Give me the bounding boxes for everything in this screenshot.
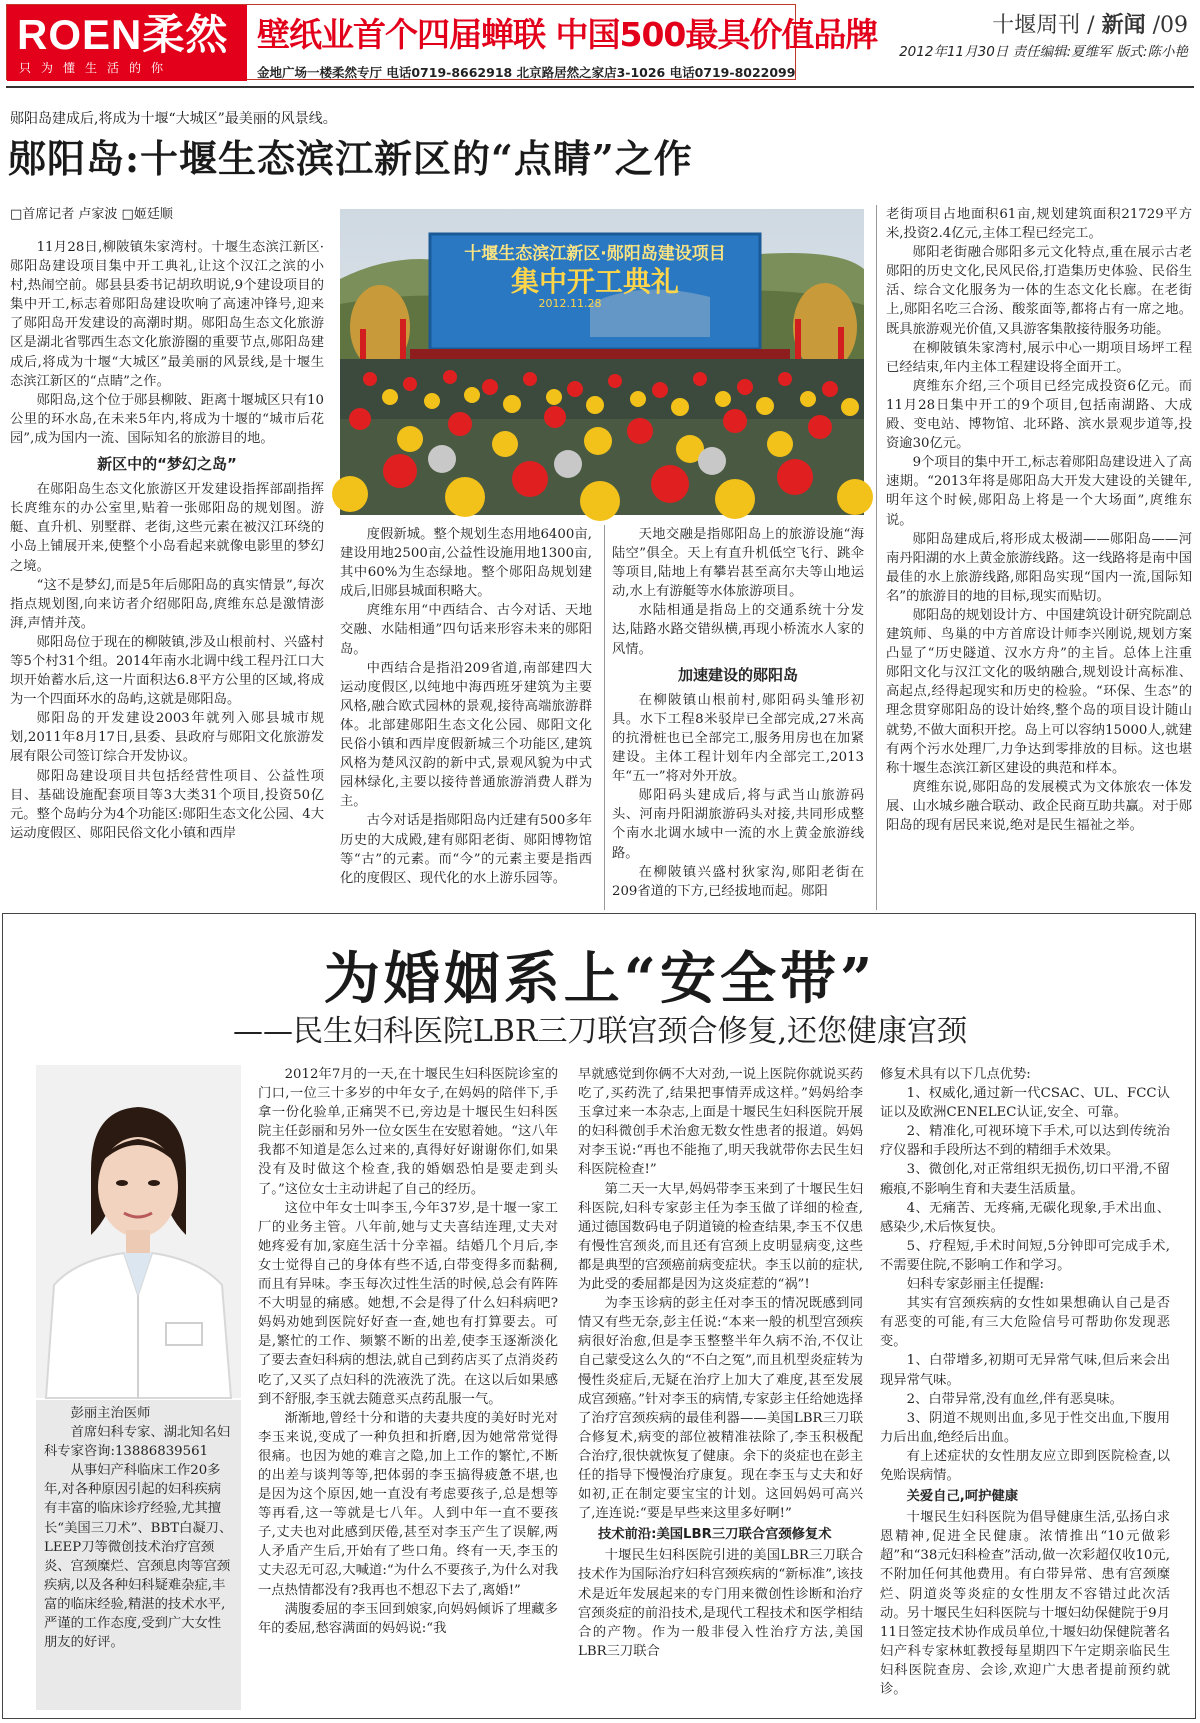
- paragraph: 郧阳岛,这个位于郧县柳陂、距离十堰城区只有10公里的环水岛,在未来5年内,将成为十堰的“城市后花园”,成为国内一流、国际知名的旅游目的地。: [10, 392, 324, 446]
- paragraph: 第二天一大早,妈妈带李玉来到了十堰民生妇科医院,妇科专家彭主任为李玉做了详细的检查,通过德国数码电子阴道镜的检查结果,李玉不仅患有慢性宫颈炎,而且还有宫颈上皮明显病变,这些都是典型的宫颈癌前病变症状。李玉以前的症状,为此受的委屈都是因为这炎症惹的“祸”!: [578, 1181, 863, 1293]
- subhead-dream-island: 新区中的“梦幻之岛”: [97, 455, 237, 474]
- list-item: 2、白带异常,没有血丝,伴有恶臭味。: [906, 1391, 1123, 1407]
- article1-col2: [340, 525, 592, 913]
- paragraph: 9个项目的集中开工,标志着郧阳岛建设进入了高速期。“2013年将是郧阳岛大开发大建设的关键年,明年这个时候,郧阳岛上将是一个大场面”,庹维东说。: [886, 455, 1192, 528]
- section-name: 新闻: [1101, 12, 1146, 38]
- paragraph: 十堰民生妇科医院引进的美国LBR三刀联合技术作为国际治疗妇科宫颈疾病的“新标准”,该技术是近年发展起来的专门用来微创性诊断和治疗宫颈炎症的前沿技术,是现代工程技术和医学相结合的产物。作为一般非侵入性治疗方法,美国LBR三刀联合: [578, 1548, 863, 1659]
- paragraph: 度假新城。整个规划生态用地6400亩,建设用地2500亩,公益性设施用地1300亩,其中60%为生态绿地。整个郧阳岛规划建成后,旧郧县城面积略大。: [340, 527, 592, 600]
- article2-col1: [258, 1065, 558, 1710]
- banner-line2: 集中开工典礼: [510, 265, 680, 298]
- doctor-portrait-illustration: [36, 1065, 241, 1398]
- paragraph: 天地交融是指郧阳岛上的旅游设施“海陆空”俱全。天上有直升机低空飞行、跳伞等项目,陆地上有攀岩甚至高尔夫等山地运动,水上有游艇等水体旅游项目。: [612, 527, 864, 600]
- article1-headline: 郧阳岛:十堰生态滨江新区的“点睛”之作: [8, 136, 693, 181]
- list-item: 4、无痛苦、无疼痛,无碳化现象,手术出血、感染少,术后恢复快。: [880, 1200, 1170, 1235]
- paragraph: 为李玉诊病的彭主任对李玉的情况既感到同情又有些无奈,彭主任说:“本来一般的机型宫颈疾病很好治愈,但是李玉整整半年久病不治,不仅让自己蒙受这么久的“不白之冤”,而且机型炎症转为慢性炎症后,无疑在治疗上加大了难度,甚至发展成宫颈癌。”针对李玉的病情,专家彭主任给她选择了治疗宫颈疾病的最佳利器——美国LBR三刀联合修复术,病变的部位被精准祛除了,李玉积极配合治疗,很快就恢复了健康。余下的炎症也在彭主任的指导下慢慢治疗康复。现在李玉与丈夫和好如初,正在制定要宝宝的计划。这回妈妈可高兴了,连连说:“要是早些来这里多好啊!”: [578, 1296, 863, 1522]
- paragraph: 在柳陂镇兴盛村狄家沟,郧阳老街在209省道的下方,已经拔地而起。郧阳: [612, 864, 864, 899]
- paragraph: 妇科专家彭丽主任提醒:: [906, 1277, 1045, 1293]
- paragraph: 郧阳老街融合郧阳多元文化特点,重在展示古老郧阳的历史文化,民风民俗,打造集历史体验、民俗生活、综合文化服务为一体的生态文化长廊。在老街上,郧阳名吃三合汤、酸浆面等,都将占有一席之地。既具旅游观光价值,又具游客集散接待服务功能。: [886, 245, 1192, 337]
- paragraph: 有上述症状的女性朋友应立即到医院检查,以免贻误病情。: [880, 1448, 1170, 1483]
- paragraph: 2012年7月的一天,在十堰民生妇科医院诊室的门口,一位三十多岁的中年女子,在妈妈的陪伴下,手拿一份化验单,正痛哭不已,旁边是十堰民生妇科医院主任彭丽和另外一位女医生在安慰着她。“这八年我都不知道是怎么过来的,真得好好谢谢你们,如果没有及时做这个检查,我的婚姻恐怕是要走到头了。”这位女士主动讲起了自己的经历。: [258, 1067, 558, 1197]
- paragraph: 渐渐地,曾经十分和谐的夫妻共度的美好时光对李玉来说,变成了一种负担和折磨,因为她常常觉得很痛。也因为她的难言之隐,加上工作的繁忙,不断的出差与谈判等等,把体弱的李玉搞得疲惫不堪,也是因为这个原因,她一直没有考虑要孩子,总是想等等再看,这一等就是七八年。人到中年一直不要孩子,丈夫也对此感到厌倦,甚至对李玉产生了误解,两人矛盾产生后,开始有了些口角。终有一天,李玉的丈夫忍无可忍,大喊道:“为什么不要孩子,为什么对我一点热情都没有?我再也不想忍下去了,离婚!”: [258, 1410, 558, 1598]
- article2-headline: 为婚姻系上“安全带”: [323, 946, 877, 1012]
- article1-col1: [10, 238, 324, 852]
- subhead-care: 关爱自己,呵护健康: [906, 1489, 1019, 1505]
- paragraph: 其实有宫颈疾病的女性如果想确认自己是否有恶变的可能,有三大危险信号可帮助你发现恶变。: [880, 1296, 1170, 1350]
- doctor-name: 彭丽主治医师: [70, 1406, 151, 1421]
- paragraph: 郧阳岛建成后,将形成太极湖——郧阳岛——河南丹阳湖的水上黄金旅游线路。这一线路将是南中国最佳的水上旅游线路,郧阳岛实现“国内一流,国际知名”的旅游目的地的目标,现实而贴切。: [886, 531, 1192, 604]
- paragraph: 庹维东说,郧阳岛的发展模式为文体旅农一体发展、山水城乡融合联动、政企民商互助共赢。对于郧阳岛的现有居民来说,绝对是民生福祉之举。: [886, 779, 1192, 833]
- article1-kicker: 郧阳岛建成后,将成为十堰“大城区”最美丽的风景线。: [10, 111, 337, 127]
- banner-line1: 十堰生态滨江新区·郧阳岛建设项目: [464, 244, 726, 264]
- list-item: 1、白带增多,初期可无异常气味,但后来会出现异常气味。: [880, 1353, 1170, 1388]
- paragraph: 老街项目占地面积61亩,规划建筑面积21729平方米,投资2.4亿元,主体工程已经完工。: [886, 207, 1192, 242]
- paragraph: 中西结合是指沿209省道,南部建四大运动度假区,以纯地中海西班牙建筑为主要风格,融合欧式园林的景观,接待高端旅游群体。北部建郧阳生态文化公园、郧阳文化民俗小镇和西岸度假新城三个功能区,建筑风格为楚风汉韵的新中式,景观风貌为中式园林绿化,主要以接待普通旅游消费人群为主。: [340, 660, 592, 810]
- paragraph: 在柳陂镇朱家湾村,展示中心一期项目场坪工程已经结束,年内主体工程建设将全面开工。: [886, 340, 1192, 375]
- paragraph: 古今对话是指郧阳岛内迁建有500多年历史的大成殿,建有郧阳老街、郧阳博物馆等“古”的元素。而“今”的元素主要是指西化的度假区、现代化的水上游乐园等。: [340, 813, 592, 886]
- paragraph: 郧阳岛的规划设计方、中国建筑设计研究院副总建筑师、鸟巢的中方首席设计师李兴刚说,规划方案凸显了“历史隧道、汉水方舟”的主旨。总体上注重郧阳文化与汉江文化的吸纳融合,规划设计高标准、高起点,经得起现实和历史的检验。“环保、生态”的理念贯穿郧阳岛的设计始终,整个岛的项目设计随山就势,不做大面积开挖。岛上可以容纳15000人,就建有两个污水处理厂,力争达到零排放的目标。这也堪称十堰生态滨江新区建设的典范和样本。: [886, 607, 1192, 776]
- ad-headline: 壁纸业首个四届蝉联 中国500最具价值品牌: [257, 15, 878, 54]
- paragraph: 郧阳岛位于现在的柳陂镇,涉及山根前村、兴盛村等5个村31个组。2014年南水北调中线工程丹江口大坝开始蓄水后,这一片面积达6.8平方公里的区域,将成为一个四面环水的岛屿,这就是郧阳岛。: [10, 634, 324, 708]
- list-item: 1、权威化,通过新一代CSAC、UL、FCC认证以及欧洲CENELEC认证,安全、可靠。: [880, 1086, 1170, 1121]
- paragraph: “这不是梦幻,而是5年后郧阳岛的真实情景”,每次指点规划图,向来访者介绍郧阳岛,庹维东总是激情澎湃,声情并茂。: [10, 577, 324, 631]
- dateline: 2012年11月30日 责任编辑:夏维军 版式:陈小艳: [899, 44, 1188, 60]
- ad-contact: 金地广场一楼柔然专厅 电话0719-8662918 北京路居然之家店3-1026 电话0719-8022099: [257, 65, 796, 80]
- article1-byline: □首席记者 卢家波 □姬廷顺: [10, 207, 173, 222]
- brand-advertisement: [6, 4, 878, 80]
- paragraph: 郧阳码头建成后,将与武当山旅游码头、河南丹阳湖旅游码头对接,共同形成整个南水北调水域中一流的水上黄金旅游线路。: [612, 788, 864, 861]
- paragraph: 满腹委屈的李玉回到娘家,向妈妈倾诉了埋藏多年的委屈,愁容满面的妈妈说:“我: [258, 1601, 558, 1636]
- paragraph: 水陆相通是指岛上的交通系统十分发达,陆路水路交错纵横,再现小桥流水人家的风情。: [612, 603, 864, 657]
- banner-date: 2012.11.28: [538, 297, 602, 310]
- article1-col4: [886, 205, 1192, 910]
- paragraph: 郧阳岛建设项目共包括经营性项目、公益性项目、基础设施配套项目等3大类31个项目,投资50亿元。整个岛屿分为4个功能区:郧阳生态文化公园、4大运动度假区、郧阳民俗文化小镇和西岸: [10, 768, 324, 841]
- roen-logo: [7, 5, 247, 81]
- doctor-description: 从事妇产科临床工作20多年,对各种原因引起的妇科疾病有丰富的临床诊疗经验,尤其擅长“美国三刀术”、BBT白凝刀、LEEP刀等微创技术治疗宫颈炎、宫颈糜烂、宫颈息肉等宫颈疾病,以及各种妇科疑难杂症,丰富的临床经验,精湛的技术水平,严谨的工作态度,受到广大女性朋友的好评。: [44, 1463, 233, 1651]
- subhead-accelerating: 加速建设的郧阳岛: [677, 665, 798, 684]
- list-item: 3、阴道不规则出血,多见于性交出血,下腹用力后出血,绝经后出血。: [880, 1410, 1170, 1445]
- paper-name: 十堰周刊: [992, 13, 1081, 38]
- article1-col3: [612, 525, 864, 913]
- paragraph: 庹维东介绍,三个项目已经完成投资6亿元。而11月28日集中开工的9个项目,包括南湖路、大成殿、变电站、博物馆、北环路、滨水景观步道等,投资逾30亿元。: [886, 378, 1192, 452]
- paragraph: 庹维东用“中西结合、古今对话、天地交融、水陆相通”四句话来形容未来的郧阳岛。: [340, 603, 592, 657]
- paragraph: 十堰民生妇科医院为倡导健康生活,弘扬白求恩精神,促进全民健康。浓情推出“10元做彩超”和“38元妇科检查”活动,做一次彩超仅收10元,不附加任何其他费用。有白带异常、患有宫颈糜烂、阴道炎等炎症的女性朋友不容错过此次活动。另十堰民生妇科医院与十堰妇幼保健院于9月11日签定技术协作成员单位,十堰妇幼保健院著名妇产科专家林虹教授每星期四下午定期亲临民生妇科医院查房、会诊,欢迎广大患者提前预约就诊。: [880, 1510, 1170, 1697]
- logo-text: ROEN柔然: [17, 11, 229, 58]
- column-divider: [604, 525, 605, 910]
- subhead-technology: 技术前沿:美国LBR三刀联合宫颈修复术: [597, 1527, 832, 1543]
- list-item: 5、疗程短,手术时间短,5分钟即可完成手术,不需要住院,不影响工作和学习。: [880, 1238, 1170, 1273]
- doctor-bio: [36, 1400, 241, 1710]
- paragraph: 早就感觉到你俩不大对劲,一说上医院你就说买药吃了,买药洗了,结果把事情弄成这样。”妈妈给李玉拿过来一本杂志,上面是十堰民生妇科医院开展的妇科微创手术治愈无数女性患者的报道。妈妈对李玉说:“再也不能拖了,明天我就带你去民生妇科医院检查!”: [578, 1067, 863, 1178]
- paragraph: 这位中年女士叫李玉,今年37岁,是十堰一家工厂的业务主管。八年前,她与丈夫喜结连理,丈夫对她疼爱有加,家庭生活十分幸福。结婚几个月后,李女士觉得自己的身体有些不适,白带变得多而黏稠,而且有异味。李玉每次过性生活的时候,总会有阵阵不大明显的痛感。她想,不会是得了什么妇科病吧?妈妈劝她到医院好好查一查,她也有打算要去。可是,繁忙的工作、频繁不断的出差,使李玉逐渐淡化了要去查妇科病的想法,就自己到药店买了点消炎药吃了,又买了点妇科的洗液洗了洗。在这以后如果感到不舒服,李玉就去随意买点药乱服一气。: [258, 1200, 558, 1407]
- article2-col3: [880, 1065, 1170, 1710]
- article2-subheadline: ——民生妇科医院LBR三刀联宫颈合修复,还您健康宫颈: [232, 1014, 968, 1049]
- doctor-title: 首席妇科专家、湖北知名妇科专家咨询:13886839561: [44, 1425, 231, 1460]
- paragraph: 郧阳岛的开发建设2003年就列入郧县城市规划,2011年8月17日,县委、县政府与郧阳文化旅游发展有限公司签订综合开发协议。: [10, 711, 324, 765]
- article2-col2: [578, 1065, 863, 1710]
- list-item: 2、精准化,可视环境下手术,可以达到传统治疗仪器和手段所达不到的精细手术效果。: [880, 1124, 1170, 1159]
- photo-illustration: [340, 209, 864, 515]
- header-rule: [6, 86, 1194, 88]
- groundbreaking-ceremony-photo: [340, 209, 864, 515]
- paper-masthead: 十堰周刊 / 新闻 /09: [992, 12, 1188, 38]
- page-number: /09: [1152, 13, 1188, 38]
- list-item: 3、微创化,对正常组织无损伤,切口平滑,不留瘢痕,不影响生育和夫妻生活质量。: [880, 1162, 1170, 1197]
- paragraph: 在郧阳岛生态文化旅游区开发建设指挥部副指挥长庹维东的办公室里,贴着一张郧阳岛的规划图。游艇、直升机、别墅群、老街,这些元素在被汉江环绕的小岛上铺展开来,使整个小岛看起来就像电影里的梦幻之境。: [10, 482, 324, 574]
- column-divider: [876, 205, 877, 910]
- paragraph: 修复术具有以下几点优势:: [880, 1067, 1031, 1082]
- paragraph: 11月28日,柳陂镇朱家湾村。十堰生态滨江新区·郧阳岛建设项目集中开工典礼,让这个汉江之滨的小村,热闹空前。郧县县委书记胡玖明说,9个建设项目的集中开工,标志着郧阳岛建设吹响了高速冲锋号,迎来了郧阳岛开发建设的高潮时期。郧阳岛生态文化旅游区是湖北省鄂西生态文化旅游圈的重要节点,郧阳岛建成后,将成为十堰“大城区”最美丽的风景线,是十堰生态滨江新区的“点睛”之作。: [10, 240, 324, 389]
- logo-slogan: 只为懂生活的你: [19, 61, 174, 75]
- doctor-portrait: [36, 1065, 241, 1398]
- paragraph: 在柳陂镇山根前村,郧阳码头雏形初具。水下工程8米驳岸已全部完成,27米高的抗滑桩也已全部完工,服务用房也在加紧建设。主体工程计划年内全部完工,2013年“五一”将对外开放。: [612, 692, 864, 785]
